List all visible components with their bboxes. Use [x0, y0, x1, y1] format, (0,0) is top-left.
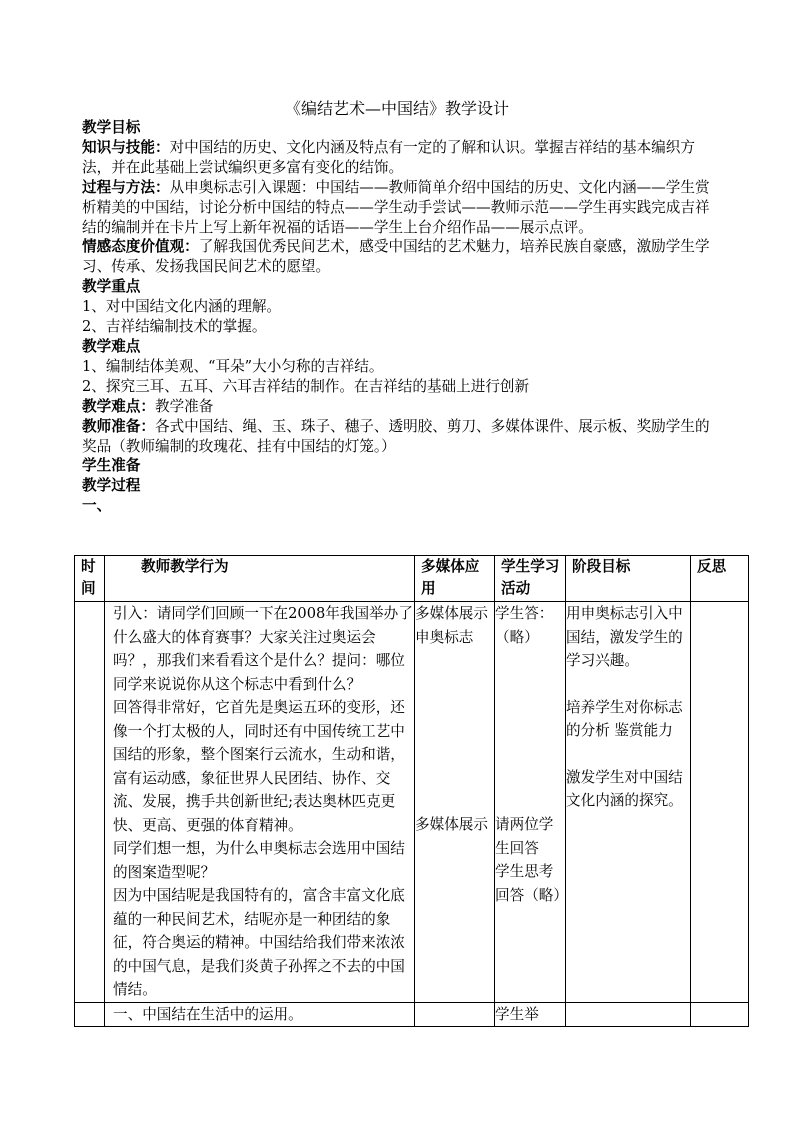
goal-note: 激发学生对中国结文化内涵的探究。 [566, 768, 683, 809]
header-student: 学生学习活动 [495, 556, 566, 602]
student-cell: 学生举 [495, 1002, 566, 1027]
goal-cell [566, 1002, 691, 1027]
key-points-heading: 教学重点 [82, 278, 141, 296]
time-cell [75, 1002, 105, 1027]
process-text: 从申奥标志引入课题：中国结——教师简单介绍中国结的历史、文化内涵——学生赏析精美的中国结，讨论分析中国结的特点——学生动手尝试——教师示范——学生再实践完成吉祥结的编制并在卡片上写上新年祝福的话语——学生上台介绍作品——展示点评。 [82, 178, 710, 236]
teacher-cell: 一、中国结在生活中的运用。 [105, 1002, 415, 1027]
header-reflection: 反思 [691, 556, 749, 602]
process-heading: 教学过程 [82, 477, 141, 495]
header-goal: 阶段目标 [566, 556, 691, 602]
table-row [75, 1002, 749, 1027]
teacher-prep-label: 教师准备： [82, 417, 155, 435]
student-prep-heading: 学生准备 [82, 457, 141, 475]
teacher-prep-paragraph [82, 417, 718, 457]
process-paragraph [82, 178, 718, 238]
teacher-paragraph: 回答得非常好，它首先是奥运五环的变形，还像一个打太极的人，同时还有中国传统工艺中国结的形象，整个图案行云流水，生动和谐，富有运动感，象征世界人民团结、协作、交流、发展，携手共创新世纪;表达奥林匹克更快、更高、更强的体育精神。 [113, 699, 405, 834]
difficulty2-label: 教学难点： [82, 397, 155, 415]
difficulty-item: 2、探究三耳、五耳、六耳吉祥结的制作。在吉祥结的基础上进行创新 [82, 377, 530, 395]
header-time: 时间 [75, 556, 105, 602]
knowledge-paragraph [82, 138, 718, 178]
reflection-cell [691, 602, 749, 1003]
goals-heading: 教学目标 [82, 119, 141, 136]
process-label: 过程与方法： [82, 178, 170, 196]
teacher-paragraph: 因为中国结呢是我国特有的，富含丰富文化底蕴的一种民间艺术，结呢亦是一种团结的象征，符合奥运的精神。中国结给我们带来浓浓的中国气息，是我们炎黄子孙挥之不去的中国情结。 [113, 887, 405, 998]
time-cell [75, 602, 105, 1003]
document-title: 《编结艺术—中国结》教学设计 [284, 99, 509, 118]
table-header-row [75, 556, 749, 602]
teacher-paragraph: 引入：请同学们回顾一下在2008年我国举办了什么盛大的体育赛事？大家关注过奥运会吗？，那我们来看看这个是什么？提问：哪位同学来说说你从这个标志中看到什么？ [113, 605, 413, 693]
knowledge-label: 知识与技能： [82, 138, 170, 156]
emotion-label: 情感态度价值观： [82, 238, 199, 256]
goal-note: 用申奥标志引入中国结，激发学生的学习兴趣。 [566, 605, 683, 669]
knowledge-text: 对中国结的历史、文化内涵及特点有一定的了解和认识。掌握吉祥结的基本编织方法，并在此基础上尝试编织更多富有变化的结饰。 [82, 138, 695, 176]
teacher-cell [105, 602, 415, 1003]
media-note: 多媒体展示申奥标志 [415, 605, 488, 646]
student-spacer [495, 649, 565, 813]
key-point-item: 2、吉祥结编制技术的掌握。 [82, 318, 267, 336]
goal-cell [566, 602, 691, 1003]
header-media: 多媒体应 用 [415, 556, 495, 602]
difficulty-item: 1、编制结体美观、“耳朵”大小匀称的吉祥结。 [82, 357, 384, 375]
media-note: 多媒体展示 [415, 816, 488, 833]
student-note: 学生答：（略） [495, 605, 554, 646]
header-teacher: 教师教学行为 [105, 556, 415, 602]
lesson-plan-table [74, 555, 749, 1027]
step-marker: 一、 [82, 497, 112, 515]
student-note: 学生思考回答（略） [495, 863, 568, 904]
goal-note: 培养学生对你标志的分析 鉴赏能力 [566, 698, 683, 739]
media-spacer [415, 649, 494, 813]
teacher-paragraph: 同学们想一想，为什么申奥标志会选用中国结的图案造型呢？ [113, 840, 405, 881]
emotion-text: 了解我国优秀民间艺术，感受中国结的艺术魅力，培养民族自豪感，激励学生学习、传承、发扬我国民间艺术的愿望。 [82, 238, 710, 276]
reflection-cell [691, 1002, 749, 1027]
media-cell [415, 602, 495, 1003]
goal-spacer [566, 743, 690, 766]
emotion-paragraph [82, 237, 718, 277]
key-point-item: 1、对中国结文化内涵的理解。 [82, 298, 282, 316]
difficulty2-text: 教学准备 [154, 397, 214, 415]
student-note: 请两位学生回答 [495, 816, 554, 857]
goal-spacer [566, 673, 690, 696]
difficulty2-paragraph [82, 397, 718, 417]
teacher-prep-text: 各式中国结、绳、玉、珠子、穗子、透明胶、剪刀、多媒体课件、展示板、奖励学生的奖品（教师编制的玫瑰花、挂有中国结的灯笼。） [82, 417, 710, 455]
difficulty-heading: 教学难点 [82, 337, 141, 355]
student-cell [495, 602, 566, 1003]
table-row [75, 602, 749, 1003]
media-cell [415, 1002, 495, 1027]
document-body [82, 118, 718, 516]
